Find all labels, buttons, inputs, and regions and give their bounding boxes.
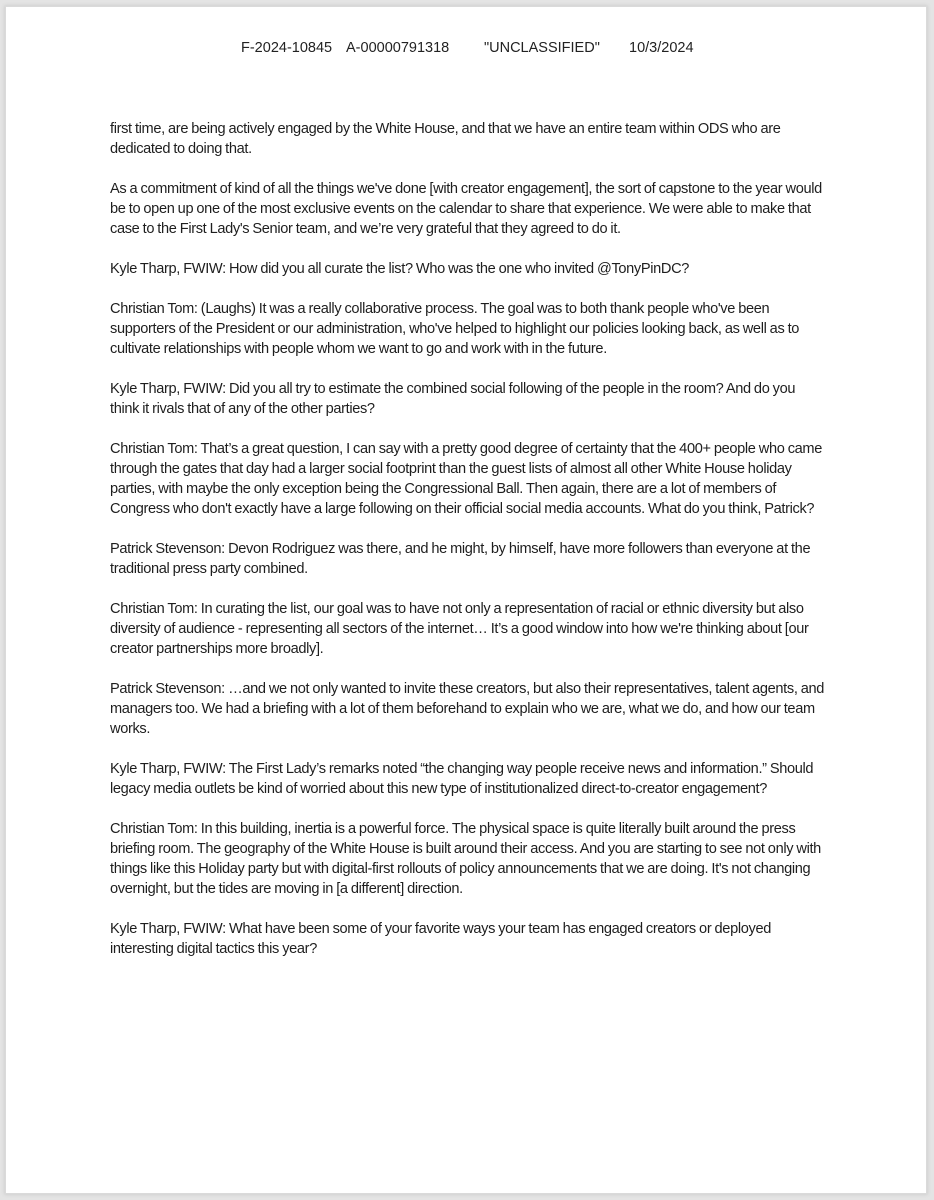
paragraph: As a commitment of kind of all the things we've done [with creator engagement], the sort of capstone to the year would be to open up one of the most exclusive events on the calendar to share that experience. We were able to make that case to the First Lady's Senior team, and we’re very grateful that they agreed to do it.	[110, 181, 822, 237]
document-header	[6, 40, 926, 60]
file-number: F-2024-10845	[241, 40, 333, 56]
accession-number: A-00000791318	[346, 40, 450, 56]
document-page	[5, 6, 927, 1194]
document-body	[110, 119, 825, 979]
paragraph: Kyle Tharp, FWIW: The First Lady’s remarks noted “the changing way people receive news and information.” Should legacy media outlets be kind of worried about this new type of institutionalized direct-to-creator engagement?	[110, 761, 814, 797]
paragraph: Christian Tom: That’s a great question, I can say with a pretty good degree of certainty that the 400+ people who came through the gates that day had a larger social footprint than the guest lists of almost all other White House holiday parties, with maybe the only exception being the Congressional Ball. Then again, there are a lot of members of Congress who don't exactly have a large following on their official social media accounts. What do you think, Patrick?	[110, 441, 822, 517]
paragraph: first time, are being actively engaged by the White House, and that we have an entire team within ODS who are dedicated to doing that.	[110, 121, 781, 157]
document-date: 10/3/2024	[629, 40, 694, 56]
paragraph: Patrick Stevenson: …and we not only wanted to invite these creators, but also their representatives, talent agents, and managers too. We had a briefing with a lot of them beforehand to explain who we are, what we do, and how our team works.	[110, 681, 825, 737]
paragraph: Christian Tom: (Laughs) It was a really collaborative process. The goal was to both thank people who've been supporters of the President or our administration, who've helped to highlight our policies looking back, as well as to cultivate relationships with people whom we want to go and work with in the future.	[110, 301, 800, 357]
paragraph: Kyle Tharp, FWIW: How did you all curate the list? Who was the one who invited @TonyPinDC?	[110, 261, 690, 277]
paragraph: Patrick Stevenson: Devon Rodriguez was there, and he might, by himself, have more followers than everyone at the traditional press party combined.	[110, 541, 811, 577]
paragraph: Kyle Tharp, FWIW: Did you all try to estimate the combined social following of the people in the room? And do you think it rivals that of any of the other parties?	[110, 381, 796, 417]
classification-label: "UNCLASSIFIED"	[484, 40, 600, 56]
paragraph: Christian Tom: In curating the list, our goal was to have not only a representation of racial or ethnic diversity but also diversity of audience - representing all sectors of the internet… It’s a good window into how we're thinking about [our creator partnerships more broadly].	[110, 601, 809, 657]
paragraph: Kyle Tharp, FWIW: What have been some of your favorite ways your team has engaged creators or deployed interesting digital tactics this year?	[110, 921, 771, 957]
paragraph: Christian Tom: In this building, inertia is a powerful force. The physical space is quite literally built around the press briefing room. The geography of the White House is built around their access. And you are starting to see not only with things like this Holiday party but with digital-first rollouts of policy announcements that we are doing. It's not changing overnight, but the tides are moving in [a different] direction.	[110, 821, 821, 897]
